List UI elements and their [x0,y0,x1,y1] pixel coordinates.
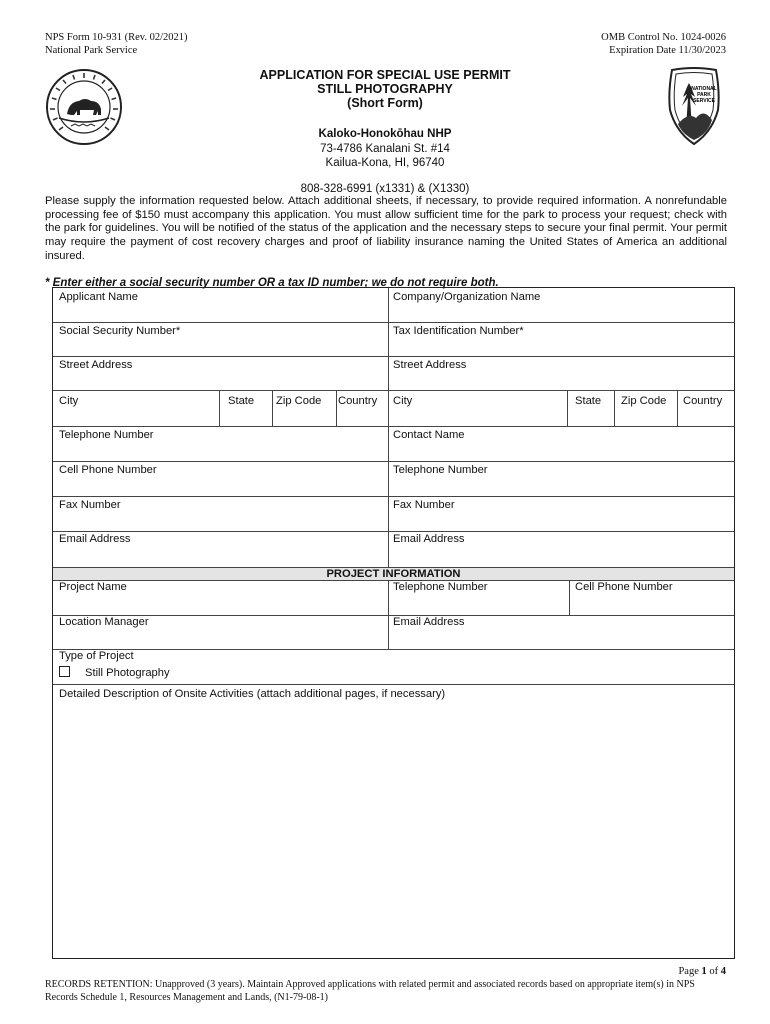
project-email-field[interactable]: Email Address [393,616,465,628]
park-name: Kaloko-Honokōhau NHP [318,128,452,140]
page-current: 1 [701,966,707,977]
row-divider [53,496,734,497]
project-name-field[interactable]: Project Name [59,581,127,593]
arrowhead-text-1: NATIONAL [691,86,717,92]
row-divider [53,649,734,650]
company-country-field[interactable]: Country [683,395,723,407]
tax-id-field[interactable]: Tax Identification Number* [393,325,524,337]
applicant-fax-field[interactable]: Fax Number [59,499,121,511]
title-line-2: STILL PHOTOGRAPHY [317,82,453,96]
company-email-field[interactable]: Email Address [393,533,465,545]
company-telephone-field[interactable]: Telephone Number [393,464,488,476]
project-type-label: Type of Project [59,650,134,662]
row-divider [53,390,734,391]
column-divider [388,288,389,567]
company-street-field[interactable]: Street Address [393,359,467,371]
applicant-name-field[interactable]: Applicant Name [59,291,138,303]
title-line-3: (Short Form) [347,96,423,110]
applicant-telephone-field[interactable]: Telephone Number [59,429,154,441]
arrowhead-text-3: SERVICE [693,98,715,104]
row-divider [53,461,734,462]
intro-paragraph: Please supply the information requested below. Attach additional sheets, if necessary, to provide required information. A nonrefundable processing fee of $150 must accompany this application. You must allow sufficient time for the park to process your request; check with the park for guidelines. You will be notified of the status of the application and the necessary steps to secure your final permit. Your permit may require the payment of cost recovery charges and proof of liability insurance naming the United States of America an additional insured. [45,195,727,262]
contact-name-field[interactable]: Contact Name [393,429,465,441]
applicant-state-field[interactable]: State [228,395,255,407]
applicant-city-field[interactable]: City [59,395,79,407]
row-divider [53,356,734,357]
page-of: of [709,966,719,977]
page-label: Page [678,966,699,977]
applicant-street-field[interactable]: Street Address [59,359,133,371]
company-fax-field[interactable]: Fax Number [393,499,455,511]
row-divider [53,684,734,685]
project-telephone-field[interactable]: Telephone Number [393,581,488,593]
park-street: 73-4786 Kanalani St. #14 [320,142,450,155]
onsite-activities-field[interactable]: Detailed Description of Onsite Activities (attach additional pages, if necessary) [59,688,446,700]
records-retention-note: RECORDS RETENTION: Unapproved (3 years). Maintain Approved applications with related permit and associated records based on appropriate item(s) in NPS Records Schedule 1, Resources Management and Lands, (N1-79-08-1) [45,979,695,1003]
expiration-date: Expiration Date 11/30/2023 [609,45,726,56]
row-divider [53,531,734,532]
park-phone: 808-328-6991 (x1331) & (X1330) [300,183,470,195]
title-line-1: APPLICATION FOR SPECIAL USE PERMIT [259,68,511,82]
omb-control-number: OMB Control No. 1024-0026 [601,32,726,43]
park-address-block [0,127,770,171]
park-city: Kailua-Kona, HI, 96740 [325,157,445,169]
row-divider [53,322,734,323]
form-title [0,68,770,110]
ssn-note: * Enter either a social security number OR a tax ID number; we do not require both. [45,277,499,289]
column-divider [219,390,220,426]
column-divider [388,580,389,649]
page-total: 4 [720,966,726,977]
company-state-field[interactable]: State [575,395,602,407]
still-photography-label: Still Photography [85,667,170,679]
still-photography-checkbox[interactable] [59,666,70,677]
location-manager-field[interactable]: Location Manager [59,616,149,628]
column-divider [614,390,615,426]
applicant-zip-field[interactable]: Zip Code [276,395,322,407]
form-number: NPS Form 10-931 (Rev. 02/2021) [45,32,188,43]
company-name-field[interactable]: Company/Organization Name [393,291,541,303]
column-divider [336,390,337,426]
form-header-right [601,31,726,57]
applicant-cell-field[interactable]: Cell Phone Number [59,464,157,476]
page-number [678,966,726,977]
company-city-field[interactable]: City [393,395,413,407]
arrowhead-text-2: PARK [697,92,711,98]
applicant-country-field[interactable]: Country [338,395,378,407]
project-info-title: PROJECT INFORMATION [326,568,461,580]
form-header-left [45,31,188,57]
agency-name: National Park Service [45,45,138,56]
applicant-email-field[interactable]: Email Address [59,533,131,545]
application-form-grid [52,287,735,959]
column-divider [567,390,568,426]
company-zip-field[interactable]: Zip Code [621,395,667,407]
column-divider [272,390,273,426]
ssn-field[interactable]: Social Security Number* [59,325,181,337]
column-divider [569,580,570,615]
column-divider [677,390,678,426]
row-divider [53,426,734,427]
project-cell-field[interactable]: Cell Phone Number [575,581,673,593]
